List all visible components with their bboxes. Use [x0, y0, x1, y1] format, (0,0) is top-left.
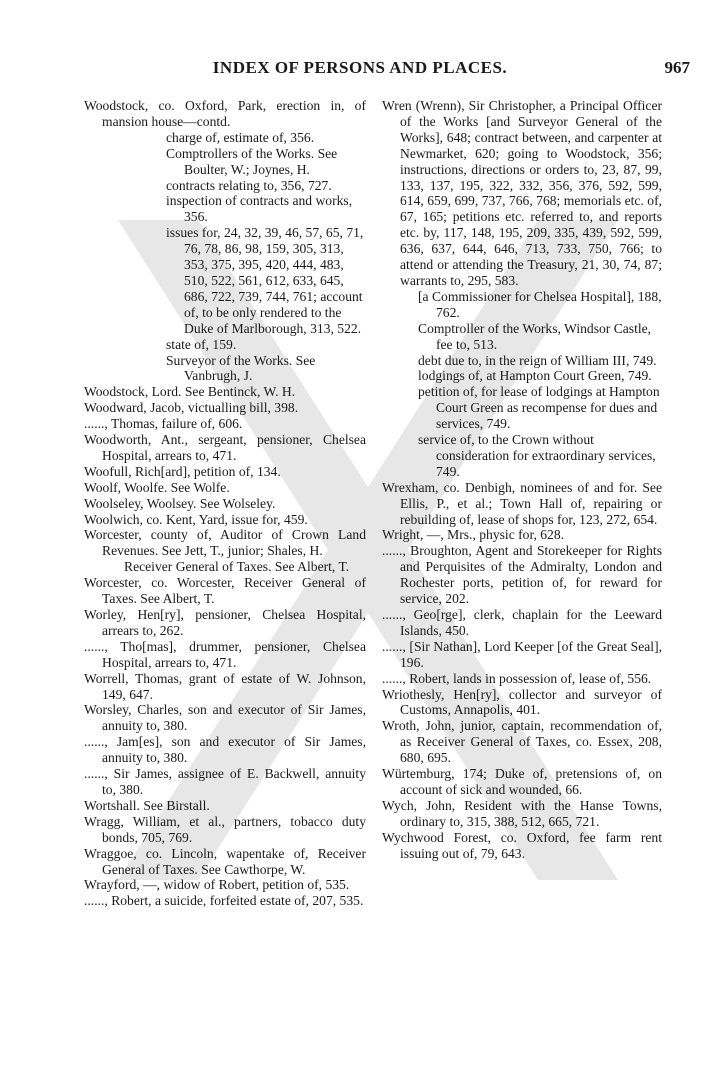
index-entry: contracts relating to, 356, 727. [166, 177, 332, 193]
index-entry: Worcester, co. Worcester, Receiver General of Taxes. See Albert, T. [84, 575, 366, 607]
index-entry: charge of, estimate of, 356. [166, 129, 315, 145]
index-entry: Wren (Wrenn), Sir Christopher, a Principal Officer of the Works [and Surveyor General of the Works], 648; contract between, and carpenter at Newmarket, 620; going to Woodstock, 356; instructions, directions or orders to, 23, 87, 99, 133, 137, 195, 322, 332, 356, 376, 592, 599, 614, 659, 699, 737, 766, 768; memorials etc. of, 67, 165; petitions etc. referred to, and reports etc. by, 117, 148, 195, 209, 335, 439, 592, 599, 636, 637, 644, 646, 713, 733, 750, 766; to attend or attending the Treasury, 21, 30, 74, 87; warrants to, 295, 583. [382, 98, 662, 288]
page-title: INDEX OF PERSONS AND PLACES. [212, 58, 508, 77]
right-column [382, 98, 662, 862]
index-entry: Wraggoe, co. Lincoln, wapentake of, Receiver General of Taxes. See Cawthorpe, W. [84, 845, 366, 877]
index-entry: ......, Robert, a suicide, forfeited estate of, 207, 535. [84, 893, 364, 909]
index-entry: Wright, —, Mrs., physic for, 628. [382, 527, 565, 543]
index-entry: issues for, 24, 32, 39, 46, 57, 65, 71, 76, 78, 86, 98, 159, 305, 313, 353, 375, 395, 420, 444, 483, 510, 522, 561, 612, 633, 645, 686, 722, 739, 744, 761; account of, to be only rendered to the Duke of Marlborough, 313, 522. [166, 225, 364, 336]
index-entry: ......, Tho[mas], drummer, pensioner, Chelsea Hospital, arrears to, 471. [84, 638, 366, 670]
left-column [84, 98, 366, 909]
index-entry: ......, Thomas, failure of, 606. [84, 416, 243, 432]
index-entry: Wrayford, —, widow of Robert, petition of, 535. [84, 877, 350, 893]
index-entry: Woolseley, Woolsey. See Wolseley. [84, 495, 276, 511]
index-entry: Surveyor of the Works. See Vanbrugh, J. [166, 352, 316, 384]
index-entry: ......, Broughton, Agent and Storekeeper for Rights and Perquisites of the Admiralty, London and Rochester ports, petition of, for reward for service, 202. [382, 543, 662, 607]
index-entry: ......, Robert, lands in possession of, lease of, 556. [382, 670, 652, 686]
index-entry: Comptrollers of the Works. See Boulter, W.; Joynes, H. [166, 145, 338, 177]
index-entry: [a Commissioner for Chelsea Hospital], 188, 762. [418, 288, 662, 320]
page-header [0, 58, 720, 86]
index-entry: debt due to, in the reign of William III, 749. [418, 352, 657, 368]
index-entry: Woodstock, Lord. See Bentinck, W. H. [84, 384, 296, 400]
index-entry: ......, Jam[es], son and executor of Sir James, annuity to, 380. [84, 734, 366, 766]
index-entry: Wragg, William, et al., partners, tobacco duty bonds, 705, 769. [84, 813, 366, 845]
index-entry: Receiver General of Taxes. See Albert, T. [124, 559, 350, 575]
index-entry: Worsley, Charles, son and executor of Sir James, annuity to, 380. [84, 702, 366, 734]
index-entry: lodgings of, at Hampton Court Green, 749. [418, 368, 652, 384]
index-entry: Wychwood Forest, co. Oxford, fee farm rent issuing out of, 79, 643. [382, 829, 662, 861]
index-entry: Woolf, Woolfe. See Wolfe. [84, 479, 230, 495]
index-entry: Wriothesly, Hen[ry], collector and surveyor of Customs, Annapolis, 401. [382, 686, 662, 718]
index-entry: Wrexham, co. Denbigh, nominees of and for. See Ellis, P., et al.; Town Hall of, repairing or rebuilding of, lease of shops for, 123, 272, 654. [382, 479, 662, 527]
index-entry: ......, Sir James, assignee of E. Backwell, annuity to, 380. [84, 766, 366, 797]
index-entry: Worrell, Thomas, grant of estate of W. Johnson, 149, 647. [84, 670, 366, 702]
index-entry: ......, [Sir Nathan], Lord Keeper [of the Great Seal], 196. [382, 638, 662, 670]
index-entry: Woofull, Rich[ard], petition of, 134. [84, 463, 281, 479]
index-entry: Worcester, county of, Auditor of Crown Land Revenues. See Jett, T., junior; Shales, H. [84, 527, 366, 559]
index-entry: Wortshall. See Birstall. [84, 797, 210, 813]
index-entry: Woodstock, co. Oxford, Park, erection in, of mansion house—contd. [84, 98, 366, 129]
index-entry: service of, to the Crown without consideration for extraordinary services, 749. [418, 432, 656, 479]
index-entry: ......, Geo[rge], clerk, chaplain for the Leeward Islands, 450. [382, 607, 662, 638]
index-entry: Würtemburg, 174; Duke of, pretensions of, on account of sick and wounded, 66. [382, 766, 662, 797]
page-number: 967 [664, 58, 690, 77]
index-entry: Worley, Hen[ry], pensioner, Chelsea Hospital, arrears to, 262. [84, 607, 366, 638]
index-entry: Woolwich, co. Kent, Yard, issue for, 459. [84, 511, 308, 527]
index-entry: Woodworth, Ant., sergeant, pensioner, Chelsea Hospital, arrears to, 471. [84, 432, 366, 463]
index-entry: state of, 159. [166, 336, 237, 352]
index-entry: petition of, for lease of lodgings at Hampton Court Green as recompense for dues and services, 749. [418, 384, 660, 432]
index-entry: Wych, John, Resident with the Hanse Towns, ordinary to, 315, 388, 512, 665, 721. [382, 797, 662, 829]
index-entry: inspection of contracts and works, 356. [166, 193, 353, 225]
index-entry: Wroth, John, junior, captain, recommendation of, as Receiver General of Taxes, co. Essex, 208, 680, 695. [382, 718, 662, 766]
index-entry: Comptroller of the Works, Windsor Castle, fee to, 513. [418, 320, 652, 352]
index-entry: Woodward, Jacob, victualling bill, 398. [84, 400, 299, 416]
